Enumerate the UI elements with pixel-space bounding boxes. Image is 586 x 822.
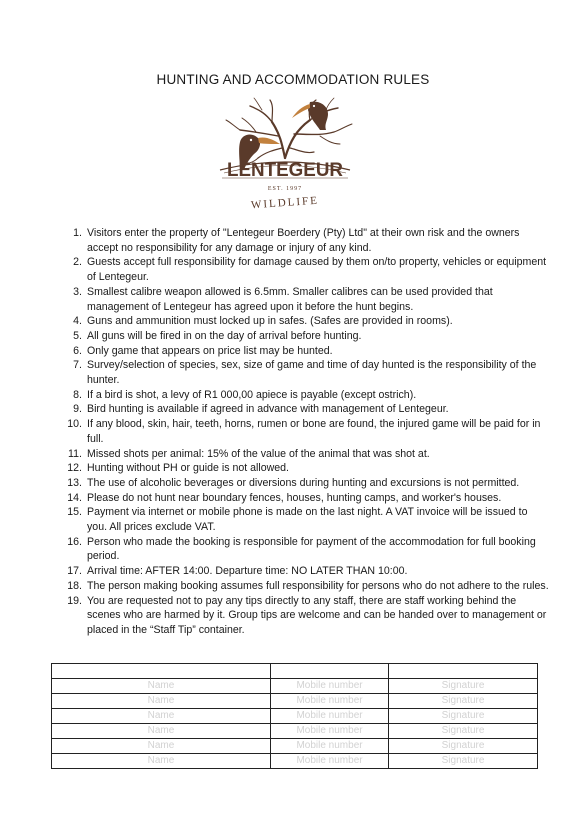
signature-cell[interactable]: Signature: [389, 679, 538, 694]
rules-list: [60, 226, 550, 638]
rule-item: [60, 476, 550, 491]
signature-cell[interactable]: Signature: [389, 739, 538, 754]
rule-text: If a bird is shot, a levy of R1 000,00 apiece is payable (except ostrich).: [87, 388, 417, 401]
rule-text: Person who made the booking is responsible for payment of the accommodation for full booking period.: [87, 535, 536, 563]
mobile-number-cell[interactable]: Mobile number: [270, 709, 388, 724]
rule-item: [60, 344, 550, 359]
header-cell: [52, 664, 271, 679]
rule-number: 8.: [73, 388, 82, 401]
rule-number: 4.: [73, 315, 82, 328]
rule-item: [60, 358, 550, 387]
rule-number: 19.: [67, 594, 82, 607]
rule-text: Survey/selection of species, sex, size of game and time of day hunted is the responsibility of the hunter.: [87, 359, 537, 387]
name-cell[interactable]: Name: [52, 724, 271, 739]
rule-item: [60, 285, 550, 314]
logo-brand-text: LENTEGEUR: [227, 160, 344, 181]
rule-text: Arrival time: AFTER 14:00. Departure time: NO LATER THAN 10:00.: [87, 565, 408, 578]
lentegeur-wildlife-logo: [210, 96, 360, 216]
rule-text: Missed shots per animal: 15% of the value of the animal that was shot at.: [87, 447, 430, 460]
signature-cell[interactable]: Signature: [389, 724, 538, 739]
rule-number: 17.: [67, 565, 82, 578]
rule-number: 5.: [73, 329, 82, 342]
rule-number: 12.: [67, 462, 82, 475]
mobile-number-cell[interactable]: Mobile number: [270, 754, 388, 769]
table-row: [52, 709, 538, 724]
signature-cell[interactable]: Signature: [389, 754, 538, 769]
table-row: [52, 739, 538, 754]
rule-item: [60, 564, 550, 579]
header-cell: [389, 664, 538, 679]
table-row: [52, 694, 538, 709]
signature-table: [51, 663, 538, 769]
rule-number: 13.: [67, 476, 82, 489]
name-cell[interactable]: Name: [52, 754, 271, 769]
signature-cell[interactable]: Signature: [389, 694, 538, 709]
rule-number: 9.: [73, 403, 82, 416]
logo-est-text: EST. 1997: [267, 186, 303, 192]
rule-item: [60, 447, 550, 462]
name-cell[interactable]: Name: [52, 739, 271, 754]
rule-item: [60, 505, 550, 534]
rule-item: [60, 594, 550, 638]
rule-number: 2.: [73, 256, 82, 269]
rule-text: You are requested not to pay any tips directly to any staff, there are staff working behind the scenes who are harmed by it. Group tips are welcome and can be handed over to management or placed in the “Staff Tip” container.: [87, 594, 547, 636]
rule-text: If any blood, skin, hair, teeth, horns, rumen or bone are found, the injured game will be paid for in full.: [87, 418, 541, 445]
rule-number: 3.: [73, 285, 82, 298]
rule-text: Bird hunting is available if agreed in advance with management of Lentegeur.: [87, 403, 449, 416]
header-cell: [270, 664, 388, 679]
rule-number: 16.: [67, 535, 82, 548]
rule-item: [60, 461, 550, 476]
rule-item: [60, 314, 550, 329]
table-header-row: [52, 664, 538, 679]
rule-number: 7.: [73, 359, 82, 372]
rule-text: Please do not hunt near boundary fences, houses, hunting camps, and worker's houses.: [87, 491, 502, 504]
rule-text: Payment via internet or mobile phone is made on the last night. A VAT invoice will be issued to you. All prices exclude VAT.: [87, 506, 528, 534]
mobile-number-cell[interactable]: Mobile number: [270, 694, 388, 709]
table-row: [52, 754, 538, 769]
rule-text: Smallest calibre weapon allowed is 6.5mm. Smaller calibres can be used provided that management of Lentegeur has agreed upon it before the hunt begins.: [87, 285, 493, 313]
rule-item: [60, 402, 550, 417]
rule-number: 18.: [67, 579, 82, 592]
rule-text: All guns will be fired in on the day of arrival before hunting.: [87, 329, 362, 342]
rule-item: [60, 417, 550, 446]
rule-number: 6.: [73, 344, 82, 357]
rule-text: Visitors enter the property of "Lentegeur Boerdery (Pty) Ltd" at their own risk and the owners accept no responsibility for any damage or injury of any kind.: [87, 227, 520, 254]
rule-item: [60, 329, 550, 344]
name-cell[interactable]: Name: [52, 679, 271, 694]
table-row: [52, 679, 538, 694]
rule-item: [60, 535, 550, 564]
hornbill-right-icon: [292, 102, 328, 130]
table-row: [52, 724, 538, 739]
rule-text: Hunting without PH or guide is not allowed.: [87, 462, 289, 475]
rule-text: The use of alcoholic beverages or diversions during hunting and excursions is not permitted.: [87, 476, 520, 489]
rule-number: 10.: [67, 418, 82, 431]
rule-number: 1.: [73, 227, 82, 239]
rule-item: [60, 255, 550, 284]
rule-text: Only game that appears on price list may be hunted.: [87, 344, 333, 357]
rule-item: [60, 226, 550, 255]
rule-number: 14.: [67, 491, 82, 504]
mobile-number-cell[interactable]: Mobile number: [270, 679, 388, 694]
page-title: HUNTING AND ACCOMMODATION RULES: [156, 72, 430, 87]
mobile-number-cell[interactable]: Mobile number: [270, 739, 388, 754]
signature-cell[interactable]: Signature: [389, 709, 538, 724]
rule-text: The person making booking assumes full responsibility for persons who do not adhere to the rules.: [87, 579, 549, 592]
rule-text: Guns and ammunition must locked up in safes. (Safes are provided in rooms).: [87, 315, 453, 328]
rule-text: Guests accept full responsibility for damage caused by them on/to property, vehicles or equipment of Lentegeur.: [87, 256, 547, 284]
logo-tagline-text: WILDLIFE: [250, 194, 320, 212]
rule-number: 11.: [68, 447, 82, 460]
rule-item: [60, 579, 550, 594]
rule-number: 15.: [67, 506, 82, 519]
name-cell[interactable]: Name: [52, 709, 271, 724]
name-cell[interactable]: Name: [52, 694, 271, 709]
mobile-number-cell[interactable]: Mobile number: [270, 724, 388, 739]
rule-item: [60, 491, 550, 506]
rule-item: [60, 388, 550, 403]
